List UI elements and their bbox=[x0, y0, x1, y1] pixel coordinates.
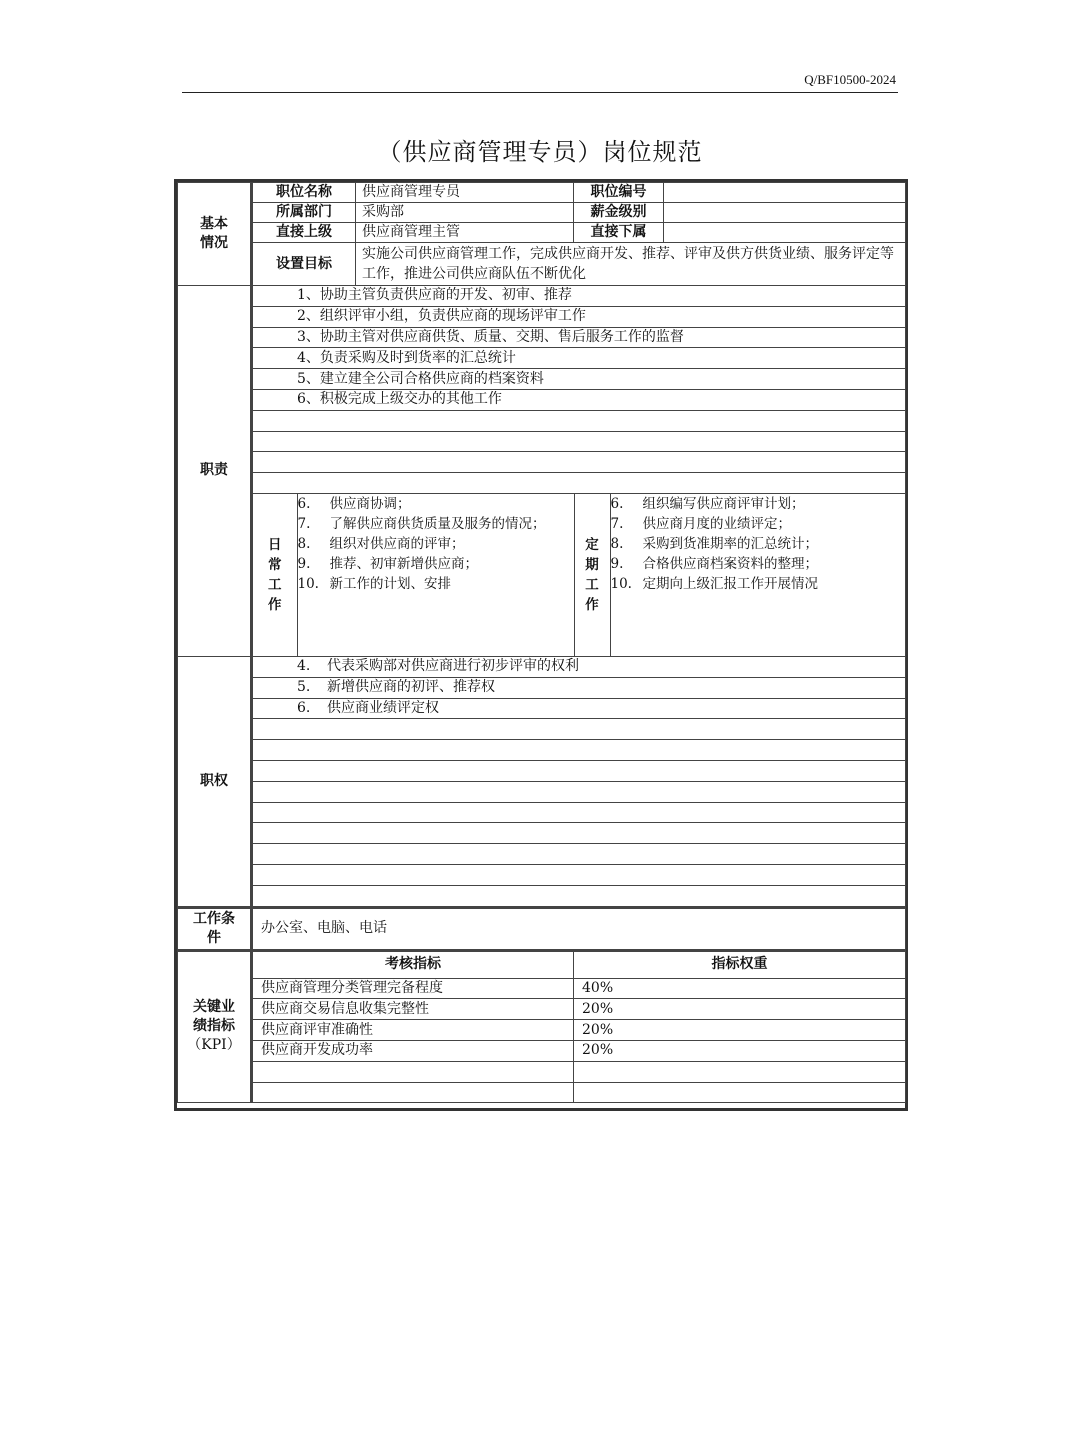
kpi-weight: 20% bbox=[574, 1040, 906, 1061]
table-row bbox=[178, 1040, 906, 1061]
work-conditions-value: 办公室、电脑、电话 bbox=[252, 907, 906, 950]
authority-empty-row bbox=[252, 885, 906, 907]
list-item: 7. 供应商月度的业绩评定； bbox=[610, 515, 791, 532]
list-item: 7. 了解供应商供货质量及服务的情况； bbox=[297, 515, 546, 532]
section-duties: 职责 bbox=[178, 286, 252, 657]
authority-empty-row bbox=[252, 740, 906, 761]
authority-empty-row bbox=[252, 823, 906, 844]
periodic-work-label: 定 期 工 作 bbox=[574, 494, 610, 656]
kpi-indicator: 供应商开发成功率 bbox=[252, 1040, 574, 1061]
section-work-conditions: 工作条 件 bbox=[178, 907, 252, 950]
routine-work-list bbox=[297, 494, 574, 656]
goal-value: 实施公司供应商管理工作，完成供应商开发、推荐、评审及供方供货业绩、服务评定等工作，推进公司供应商队伍不断优化 bbox=[356, 243, 906, 286]
list-item: 9. 推荐、初审新增供应商； bbox=[297, 555, 478, 572]
authority-empty-row bbox=[252, 719, 906, 740]
duty-item: 3、协助主管对供应商供货、质量、交期、售后服务工作的监督 bbox=[252, 327, 906, 348]
superior-label: 直接上级 bbox=[252, 223, 356, 243]
list-item: 10. 定期向上级汇报工作开展情况 bbox=[610, 575, 818, 592]
authority-item: 6. 供应商业绩评定权 bbox=[252, 698, 906, 719]
authority-empty-row bbox=[252, 760, 906, 781]
section-kpi: 关键业 绩指标 （KPI） bbox=[178, 950, 252, 1103]
document-code: Q/BF10500-2024 bbox=[804, 72, 896, 87]
list-item: 6. 供应商协调； bbox=[297, 495, 411, 512]
salary-value bbox=[664, 203, 906, 223]
duty-empty-row bbox=[252, 431, 906, 452]
position-name-value: 供应商管理专员 bbox=[356, 183, 574, 203]
list-item: 10. 新工作的计划、安排 bbox=[297, 575, 451, 592]
list-item: 6. 组织编写供应商评审计划； bbox=[610, 495, 805, 512]
authority-empty-row bbox=[252, 844, 906, 865]
position-name-label: 职位名称 bbox=[252, 183, 356, 203]
kpi-indicator-header: 考核指标 bbox=[252, 950, 574, 978]
kpi-weight: 20% bbox=[574, 999, 906, 1020]
duty-empty-row bbox=[252, 473, 906, 494]
header-rule bbox=[182, 92, 898, 93]
authority-empty-row bbox=[252, 781, 906, 802]
duty-item: 1、协助主管负责供应商的开发、初审、推荐 bbox=[252, 286, 906, 307]
kpi-indicator: 供应商管理分类管理完备程度 bbox=[252, 978, 574, 999]
table-row bbox=[178, 978, 906, 999]
authority-item: 5. 新增供应商的初评、推荐权 bbox=[252, 677, 906, 698]
section-basic-info: 基本 情况 bbox=[178, 183, 252, 286]
duty-item: 4、负责采购及时到货率的汇总统计 bbox=[252, 348, 906, 369]
kpi-weight-header: 指标权重 bbox=[574, 950, 906, 978]
work-schedule-block bbox=[252, 493, 906, 656]
dept-value: 采购部 bbox=[356, 203, 574, 223]
table-row-empty bbox=[178, 1082, 906, 1103]
subordinate-value bbox=[664, 223, 906, 243]
duty-item: 5、建立建全公司合格供应商的档案资料 bbox=[252, 369, 906, 390]
kpi-weight: 40% bbox=[574, 978, 906, 999]
kpi-weight: 20% bbox=[574, 1020, 906, 1041]
page-title: （供应商管理专员）岗位规范 bbox=[377, 138, 703, 166]
job-spec-table bbox=[174, 179, 908, 1111]
duty-item: 2、组织评审小组，负责供应商的现场评审工作 bbox=[252, 306, 906, 327]
kpi-indicator: 供应商交易信息收集完整性 bbox=[252, 999, 574, 1020]
periodic-work-list bbox=[610, 494, 905, 656]
section-authority: 职权 bbox=[178, 656, 252, 907]
list-item: 8. 组织对供应商的评审； bbox=[297, 535, 465, 552]
position-no-label: 职位编号 bbox=[574, 183, 664, 203]
list-item: 8. 采购到货准期率的汇总统计； bbox=[610, 535, 818, 552]
table-row bbox=[178, 999, 906, 1020]
superior-value: 供应商管理主管 bbox=[356, 223, 574, 243]
subordinate-label: 直接下属 bbox=[574, 223, 664, 243]
authority-empty-row bbox=[252, 864, 906, 885]
position-no-value bbox=[664, 183, 906, 203]
duty-empty-row bbox=[252, 452, 906, 473]
duty-empty-row bbox=[252, 410, 906, 431]
dept-label: 所属部门 bbox=[252, 203, 356, 223]
list-item: 9. 合格供应商档案资料的整理； bbox=[610, 555, 818, 572]
goal-label: 设置目标 bbox=[252, 243, 356, 286]
table-row-empty bbox=[178, 1061, 906, 1082]
duty-item: 6、积极完成上级交办的其他工作 bbox=[252, 389, 906, 410]
authority-empty-row bbox=[252, 802, 906, 823]
kpi-indicator: 供应商评审准确性 bbox=[252, 1020, 574, 1041]
routine-work-label: 日 常 工 作 bbox=[253, 494, 297, 656]
authority-item: 4. 代表采购部对供应商进行初步评审的权利 bbox=[252, 656, 906, 677]
table-row bbox=[178, 1020, 906, 1041]
salary-label: 薪金级别 bbox=[574, 203, 664, 223]
